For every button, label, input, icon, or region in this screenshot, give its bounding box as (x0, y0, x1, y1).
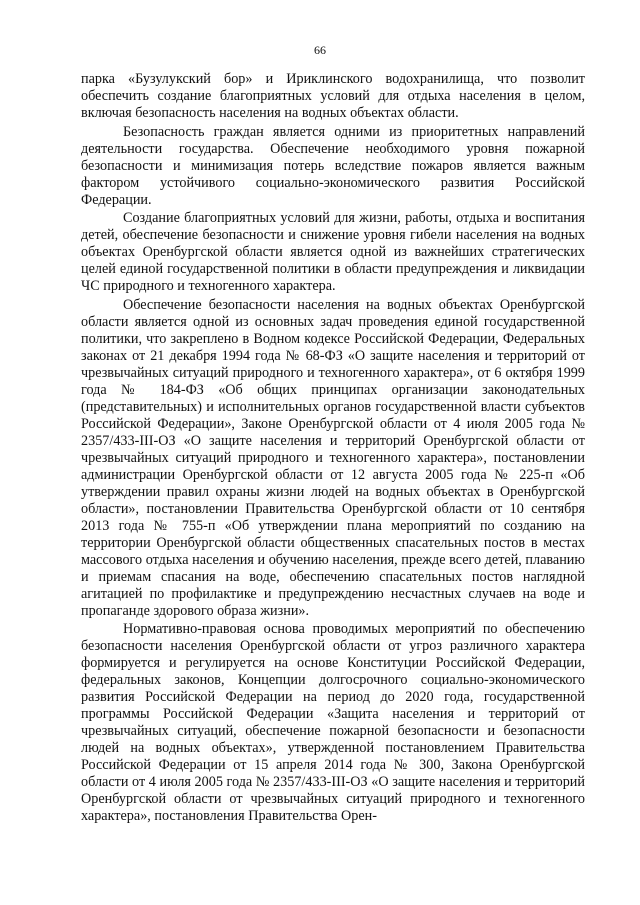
paragraph-1: парка «Бузулукский бор» и Ириклинского водохранилища, что позволит обеспечить создание благоприятных условий для отдыха населения в целом, включая безопасность населения на водных объектах области. (81, 71, 585, 121)
body-text (81, 71, 585, 825)
paragraph-3: Создание благоприятных условий для жизни, работы, отдыха и воспитания детей, обеспечение безопасности и снижение уровня гибели населения на водных объектах Оренбургской области является одной из важнейших стратегических целей единой государственной политики в области предупреждения и ликвидации ЧС природного и техногенного характера. (81, 210, 585, 294)
paragraph-2: Безопасность граждан является одними из приоритетных направлений деятельности государства. Обеспечение необходимого уровня пожарной безопасности и минимизация потерь вследствие пожаров является важным фактором устойчивого социально-экономического развития Российской Федерации. (81, 123, 585, 208)
page-number: 66 (314, 43, 326, 57)
paragraph-5: Нормативно-правовая основа проводимых мероприятий по обеспечению безопасности населения Оренбургской области от угроз различного характера формируется и регулируется на основе Конституции Российской Федерации, федеральных законов, Концепции долгосрочного социально-экономического развития Российской Федерации на период до 2020 года, государственной программы Российской Федерации «Защита населения и территорий от чрезвычайных ситуаций, обеспечение пожарной безопасности и безопасности людей на водных объектах», утвержденной постановлением Правительства Российской Федерации от 15 апреля 2014 года № 300, Закона Оренбургской области от 4 июля 2005 года № 2357/433-III-ОЗ «О защите населения и территорий Оренбургской области от чрезвычайных ситуаций природного и техногенного характера», постановления Правительства Орен- (81, 621, 585, 824)
paragraph-4: Обеспечение безопасности населения на водных объектах Оренбургской области является одной из основных задач проведения единой государственной политики, что закреплено в Водном кодексе Российской Федерации, Федеральных законах от 21 декабря 1994 года № 68-ФЗ «О защите населения и территорий от чрезвычайных ситуаций природного и техногенного характера», от 6 октября 1999 года № 184-ФЗ «Об общих принципах организации законодательных (представительных) и исполнительных органов государственной власти субъектов Российской Федерации», Законе Оренбургской области от 4 июля 2005 года № 2357/433-III-ОЗ «О защите населения и территорий Оренбургской области от чрезвычайных ситуаций природного и техногенного характера», постановлении администрации Оренбургской области от 12 августа 2005 года № 225-п «Об утверждении правил охраны жизни людей на водных объектах в Оренбургской области», постановлении Правительства Оренбургской области от 10 сентября 2013 года № 755-п «Об утверждении плана мероприятий по созданию на территории Оренбургской области общественных спасательных постов в местах массового отдыха населения и обучению населения, прежде всего детей, плаванию и приемам спасания на воде, обеспечению спасательных постов наглядной агитацией по профилактике и предупреждению несчастных случаев на воде и пропаганде здорового образа жизни». (81, 296, 585, 619)
